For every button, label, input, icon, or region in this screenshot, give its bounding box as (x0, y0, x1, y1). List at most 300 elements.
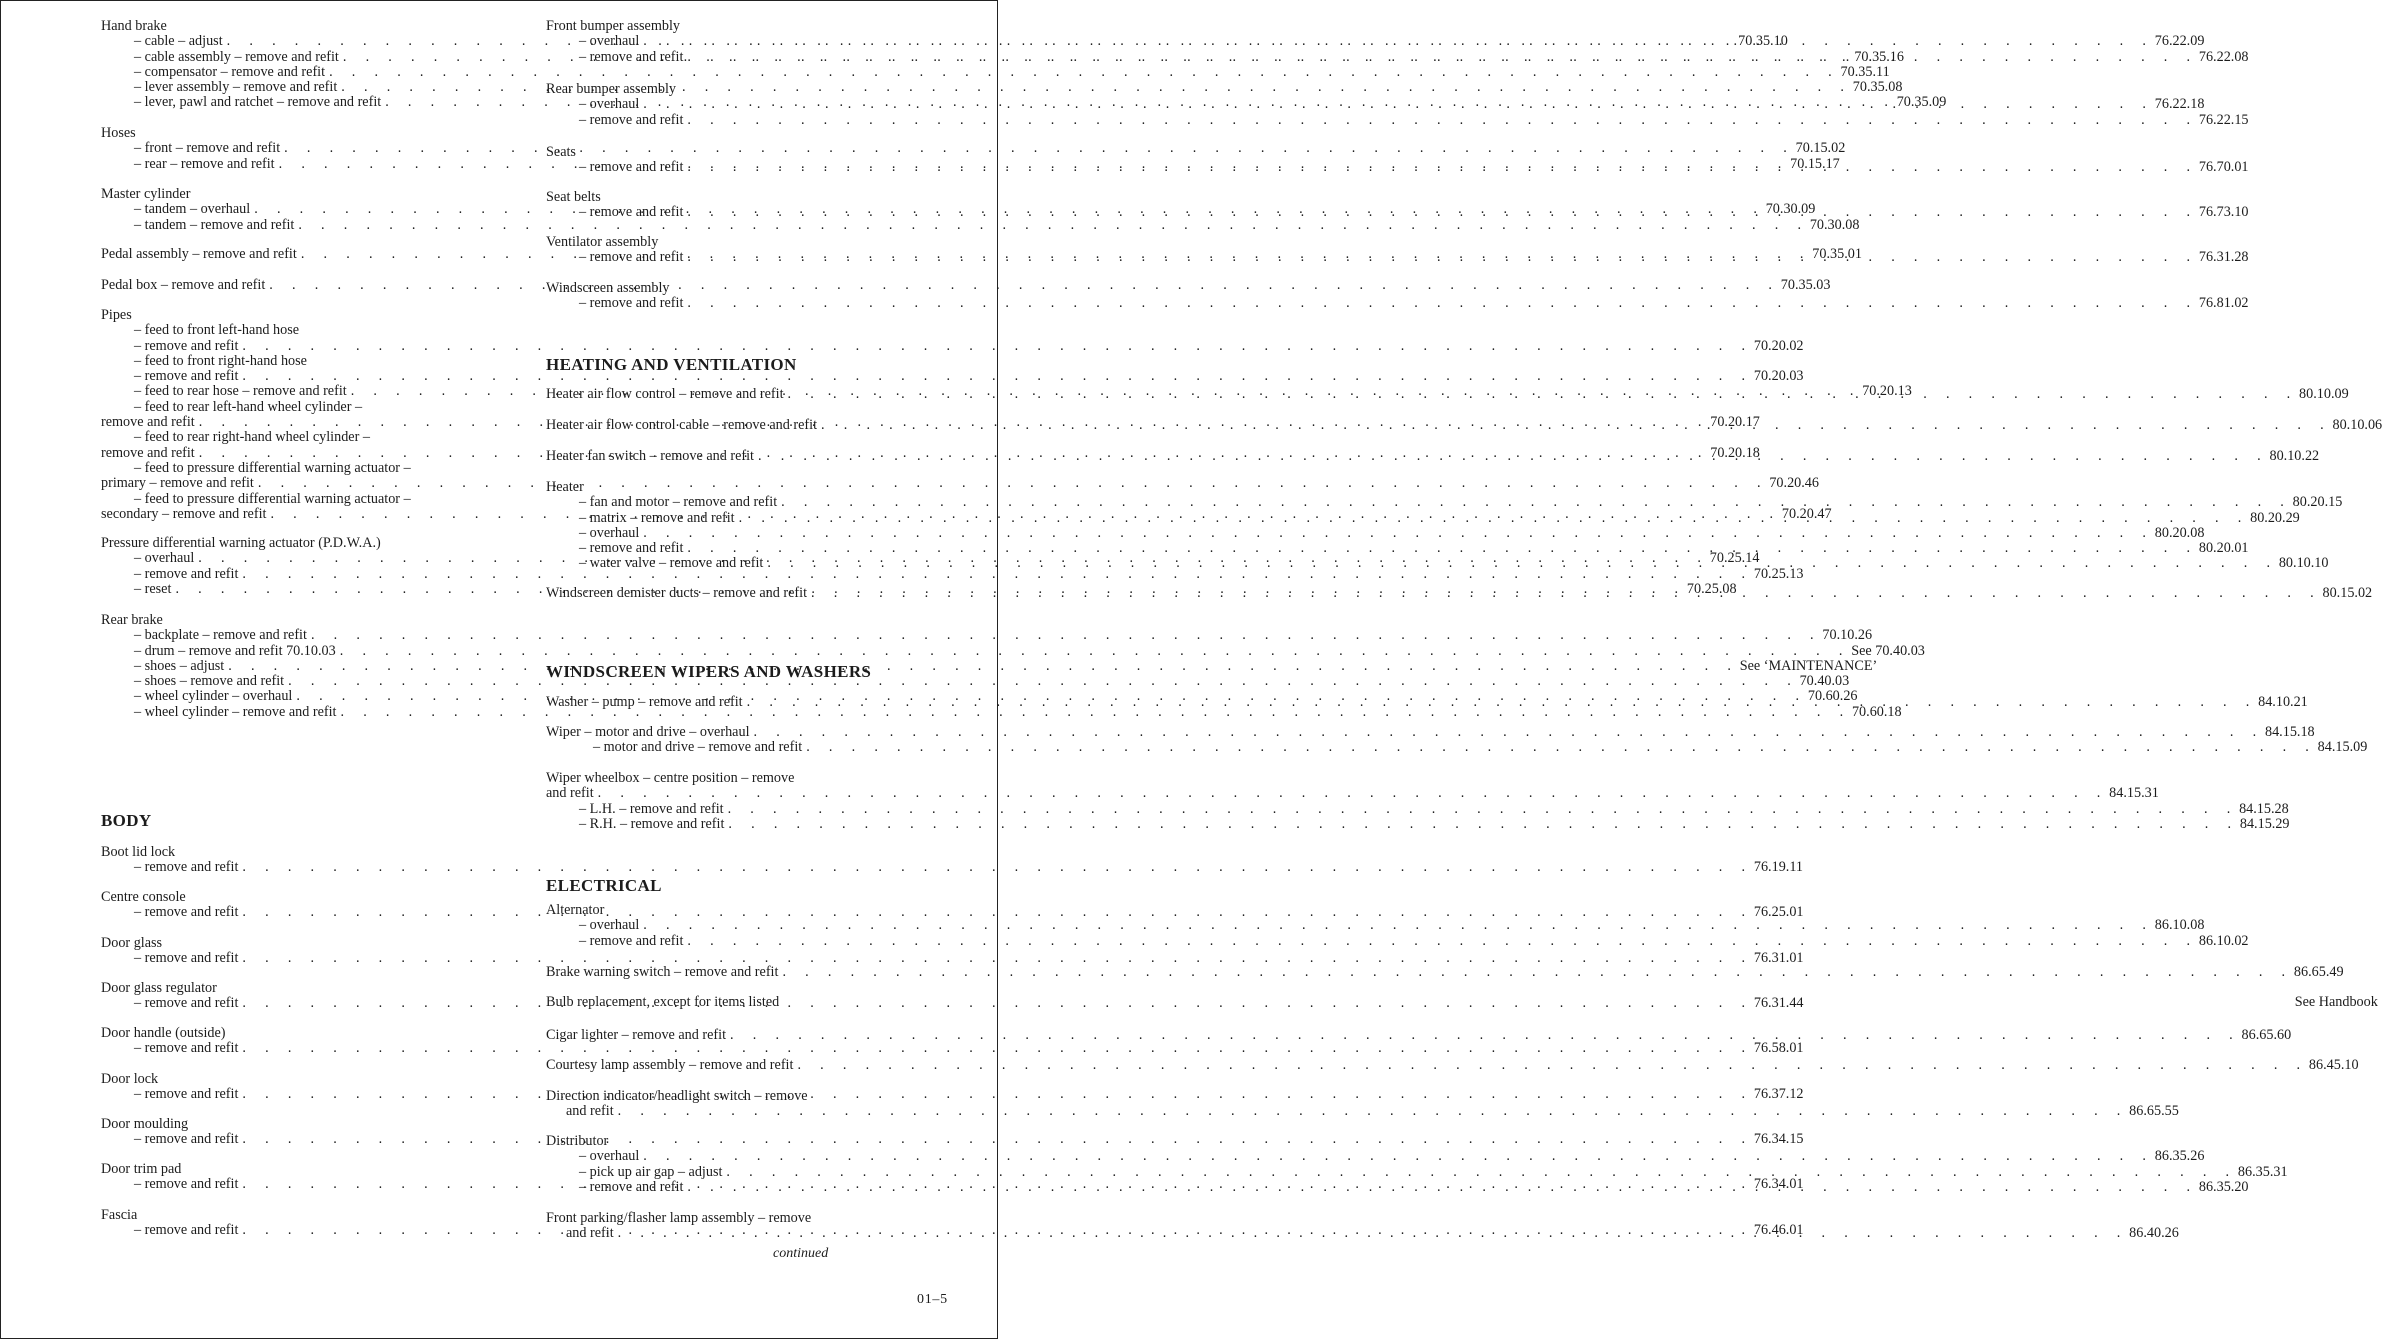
group-title: Brake warning switch – remove and refit (546, 964, 779, 980)
group-title: Door lock (101, 1071, 159, 1087)
index-entry-line (101, 187, 509, 202)
index-entry-line (101, 703, 1902, 720)
entry-text: – overhaul (579, 96, 640, 113)
dot-leader (802, 740, 2316, 755)
index-group (546, 1057, 2359, 1073)
group-title: Bulb replacement, except for items listed (546, 994, 780, 1010)
operation-code: 70.25.08 (1686, 580, 1737, 597)
dot-leader (722, 1165, 2236, 1180)
index-entry-line (546, 1163, 2288, 1180)
dot-leader (307, 628, 1821, 643)
index-group (101, 935, 1804, 967)
operation-code: 70.35.09 (1896, 94, 1947, 111)
entry-text: – remove and refit (579, 932, 684, 949)
operation-code: 70.35.08 (1852, 79, 1903, 96)
index-group (546, 724, 2368, 756)
operation-code: 76.73.10 (2198, 204, 2249, 221)
dot-leader (724, 802, 2238, 817)
entry-text: – cable assembly – remove and refit (134, 48, 339, 65)
entry-text: – wheel cylinder – overhaul (134, 688, 293, 705)
operation-code: 70.25.13 (1753, 565, 1804, 582)
operation-code: 70.20.03 (1753, 368, 1804, 385)
dot-leader (683, 113, 2197, 128)
index-entry-line (546, 111, 2249, 128)
operation-code: 70.35.10 (1738, 33, 1788, 50)
operation-code: See ‘MAINTENANCE’ (1739, 657, 1878, 674)
index-group (546, 964, 2344, 980)
entry-text: – remove and refit (134, 1131, 239, 1148)
entry-text: – feed to rear hose – remove and refit (134, 383, 347, 400)
operation-code: 70.25.14 (1709, 550, 1760, 567)
index-entry-line (101, 1072, 509, 1087)
index-entry-line (546, 917, 2205, 934)
group-title: Rear brake (101, 612, 163, 628)
operation-code: 80.15.02 (2322, 585, 2373, 601)
dot-leader (724, 817, 2238, 832)
index-entry-line (546, 785, 2159, 802)
entry-text: – shoes – remove and refit (134, 673, 285, 690)
index-entry-line (101, 246, 1862, 262)
index-entry-line (546, 724, 2315, 740)
index-entry-line (101, 492, 509, 507)
index-entry-line (101, 63, 1890, 80)
entry-text: – remove and refit (579, 204, 684, 221)
index-group (101, 246, 1862, 262)
operation-code: 86.35.31 (2237, 1163, 2288, 1180)
dot-leader (735, 511, 2249, 526)
operation-code: 76.70.01 (2198, 159, 2249, 176)
entry-text: – remove and refit (134, 859, 239, 876)
group-title: Door moulding (101, 1116, 189, 1132)
group-title: Hand brake (101, 18, 167, 34)
index-entry-line (101, 1026, 509, 1041)
entry-text: – remove and refit (134, 1086, 239, 1103)
entry-text: – remove and refit (579, 48, 684, 65)
operation-code: 76.58.01 (1753, 1040, 1804, 1057)
entry-text: – overhaul (579, 33, 640, 50)
index-entry-line (546, 771, 952, 786)
dot-leader (683, 541, 2197, 556)
dot-leader (817, 418, 2331, 433)
index-entry-line (546, 964, 2344, 980)
index-entry-line (101, 19, 509, 34)
index-entry-line (101, 216, 1860, 233)
index-entry-line (101, 48, 1904, 65)
group-title: Door handle (outside) (101, 1025, 226, 1041)
index-entry-line (546, 540, 2249, 557)
index-entry-line (101, 1117, 509, 1132)
group-title: Seats (546, 144, 576, 160)
entry-text: – pick up air gap – adjust (579, 1163, 723, 1180)
group-title: Pressure differential warning actuator (P.D.W.A.) (101, 535, 381, 551)
group-title: Ventilator assembly (546, 234, 659, 250)
entry-text: – feed to front right-hand hose (134, 352, 307, 369)
entry-text: – remove and refit (579, 111, 684, 128)
operation-code: 70.20.02 (1753, 337, 1804, 354)
entry-text: – remove and refit (134, 950, 239, 967)
entry-text: – matrix – remove and refit (579, 509, 735, 526)
entry-text: and refit (566, 1103, 614, 1120)
group-title: Rear bumper assembly (546, 81, 677, 97)
operation-code: 86.40.26 (2129, 1225, 2179, 1242)
entry-text: – compensator – remove and refit (134, 63, 326, 80)
index-entry-line (101, 1208, 509, 1223)
entry-text: – tandem – remove and refit (134, 216, 295, 233)
index-entry-line (101, 1040, 1804, 1057)
index-entry-line (101, 354, 509, 369)
operation-code: 70.20.13 (1862, 383, 1912, 400)
entry-text: – drum – remove and refit 70.10.03 (134, 642, 336, 659)
group-title: Front parking/flasher lamp assembly – remove (546, 1210, 812, 1226)
operation-code: 76.31.28 (2198, 249, 2249, 266)
operation-code: 80.10.10 (2278, 555, 2329, 572)
operation-code: 76.19.11 (1753, 859, 1803, 876)
entry-text: – L.H. – remove and refit (579, 800, 724, 817)
group-title: Washer – pump – remove and refit (546, 694, 743, 710)
group-title: Courtesy lamp assembly – remove and refit (546, 1057, 794, 1073)
operation-code: 76.22.09 (2154, 33, 2205, 50)
index-entry-line (101, 536, 509, 551)
entry-text: primary – remove and refit (101, 475, 254, 492)
dot-leader (750, 725, 2264, 740)
index-entry-line (546, 739, 2368, 756)
index-entry-line (546, 235, 952, 250)
index-entry-line (546, 19, 952, 34)
index-entry-line (101, 845, 509, 860)
dot-leader (336, 644, 1850, 659)
operation-code: 76.31.44 (1753, 995, 1804, 1012)
operation-code: 84.10.21 (2258, 694, 2308, 710)
dot-leader (238, 1132, 1752, 1147)
operation-code: 86.10.08 (2154, 917, 2205, 934)
index-entry-line (546, 190, 952, 205)
index-entry-line (546, 1027, 2292, 1043)
entry-text: – remove and refit (579, 1178, 684, 1195)
dot-leader (807, 586, 2321, 601)
operation-code: 84.15.29 (2239, 815, 2290, 832)
index-entry-line (546, 1148, 2205, 1165)
operation-code: 70.15.02 (1795, 140, 1846, 157)
entry-text: – remove and refit (134, 565, 239, 582)
operation-code: 70.10.26 (1822, 627, 1873, 644)
dot-leader (726, 1028, 2240, 1043)
dot-leader (683, 934, 2197, 949)
dot-leader (614, 1226, 2128, 1241)
index-entry-line (101, 613, 509, 628)
operation-code: 70.40.03 (1799, 673, 1850, 690)
index-entry-line (546, 1089, 952, 1104)
entry-text: – remove and refit (579, 159, 684, 176)
dot-leader (683, 1180, 2197, 1195)
operation-code: 86.35.20 (2198, 1178, 2249, 1195)
dot-leader (594, 786, 2108, 801)
dot-leader (639, 94, 2153, 112)
operation-code: 70.60.26 (1807, 688, 1858, 705)
dot-leader (639, 1149, 2153, 1164)
index-entry-line (546, 480, 952, 495)
operation-code: 70.15.17 (1790, 155, 1840, 172)
entry-text: – overhaul (579, 917, 640, 934)
operation-code: 84.15.09 (2317, 739, 2368, 756)
index-entry-line (546, 1134, 952, 1149)
index-entry-line (101, 859, 1803, 876)
operation-code: 80.20.01 (2198, 540, 2249, 557)
operation-code: 76.25.01 (1753, 904, 1804, 921)
group-title: Alternator (546, 902, 605, 918)
group-title: Door glass regulator (101, 980, 217, 996)
dot-leader (683, 160, 2197, 175)
index-entry-line (546, 524, 2205, 541)
index-group (101, 844, 1803, 876)
operation-code: 84.15.28 (2239, 800, 2289, 817)
dot-leader (614, 1104, 2128, 1119)
group-title: Heater air flow control – remove and refit (546, 386, 784, 402)
index-group (546, 1027, 2292, 1043)
operation-code: 84.15.18 (2264, 724, 2315, 740)
entry-text: – shoes – adjust (134, 657, 225, 674)
group-title: Pedal box – remove and refit (101, 277, 266, 293)
index-entry-line (101, 400, 509, 415)
index-entry-line (101, 890, 509, 905)
operation-code: 80.20.15 (2292, 494, 2343, 511)
group-title: Cigar lighter – remove and refit (546, 1027, 727, 1043)
index-entry-line (101, 981, 509, 996)
group-title: Heater fan switch – remove and refit (546, 448, 754, 464)
group-title: Heater (546, 479, 584, 495)
operation-code: 76.22.18 (2154, 96, 2205, 113)
entry-text: – lever, pawl and ratchet – remove and refit (134, 94, 382, 111)
index-entry-line (101, 950, 1804, 967)
operation-code: 86.35.26 (2154, 1148, 2205, 1165)
index-entry-line (101, 642, 1925, 659)
operation-code: 86.45.10 (2308, 1057, 2359, 1073)
entry-text: – feed to rear left-hand wheel cylinder – (134, 398, 363, 415)
dot-leader (778, 965, 2292, 980)
index-group (546, 770, 2290, 832)
group-title: Front bumper assembly (546, 18, 680, 34)
operation-code: 70.35.16 (1854, 48, 1904, 65)
index-entry-line (101, 430, 509, 445)
entry-text: – remove and refit (579, 295, 684, 312)
operation-code: 76.22.08 (2198, 48, 2249, 65)
dot-leader (639, 526, 2153, 541)
entry-text: – tandem – overhaul (134, 201, 251, 218)
index-entry-line (546, 295, 2249, 312)
operation-code: See Handbook (2294, 994, 2378, 1010)
group-title: Door trim pad (101, 1161, 182, 1177)
operation-code: 70.35.11 (1840, 63, 1890, 80)
dot-leader (224, 659, 1738, 674)
entry-text: and refit (566, 1225, 614, 1242)
group-title: Distributor (546, 1133, 609, 1149)
entry-text: – water valve – remove and refit (579, 555, 764, 572)
dot-leader (683, 50, 2197, 65)
group-title: Wiper – motor and drive – overhaul (546, 724, 750, 740)
operation-code: 80.10.09 (2299, 386, 2349, 402)
entry-text: remove and refit (101, 444, 195, 461)
operation-code: 80.20.29 (2250, 509, 2300, 526)
dot-leader (238, 339, 1752, 354)
continued-note: continued (773, 1246, 829, 1261)
dot-leader (238, 996, 1752, 1011)
dot-leader (777, 495, 2291, 510)
page-number: 01–5 (917, 1292, 948, 1307)
index-entry-line (546, 494, 2343, 511)
entry-text: – remove and refit (134, 995, 239, 1012)
entry-text: – remove and refit (579, 540, 684, 557)
group-title: Hoses (101, 125, 136, 141)
dot-leader (683, 296, 2197, 311)
index-entry-line (101, 126, 509, 141)
operation-code: 86.10.02 (2198, 932, 2249, 949)
entry-text: – remove and refit (134, 904, 239, 921)
index-entry-line (546, 800, 2289, 817)
operation-code: 70.35.01 (1812, 246, 1862, 262)
entry-text: remove and refit (101, 414, 195, 431)
operation-code: 70.30.09 (1765, 201, 1816, 218)
entry-text: – feed to pressure differential warning actuator – (134, 490, 411, 507)
index-entry-line (101, 936, 509, 951)
operation-code: 70.20.17 (1710, 414, 1760, 431)
entry-text: – front – remove and refit (134, 140, 281, 157)
dot-leader (254, 476, 1768, 491)
dot-leader (238, 1087, 1752, 1102)
index-entry-line (101, 627, 1873, 644)
index-entry-line (546, 815, 2290, 832)
index-entry-line (101, 368, 1804, 385)
dot-leader (325, 65, 1839, 80)
dot-leader (238, 860, 1752, 875)
index-entry-line (101, 673, 1850, 690)
operation-code: 76.34.15 (1753, 1131, 1804, 1148)
group-title: Heater air flow control cable – remove and refit (546, 417, 818, 433)
operation-code: 70.60.18 (1851, 703, 1902, 720)
operation-code: 76.22.15 (2198, 111, 2249, 128)
entry-text: – remove and refit (579, 249, 684, 266)
index-entry-line (546, 903, 952, 918)
operation-code: 76.81.02 (2198, 295, 2249, 312)
entry-text: secondary – remove and refit (101, 505, 267, 522)
index-entry-line (101, 1162, 509, 1177)
index-entry-line (546, 932, 2249, 949)
entry-text: – remove and refit (134, 368, 239, 385)
entry-text: – remove and refit (134, 1040, 239, 1057)
operation-code: 76.37.12 (1753, 1086, 1804, 1103)
index-entry-line (101, 308, 509, 323)
index-entry-line (101, 565, 1804, 582)
operation-code: 84.15.31 (2109, 785, 2159, 802)
entry-text: – rear – remove and refit (134, 155, 275, 172)
group-title: Master cylinder (101, 186, 191, 202)
entry-text: and refit (546, 785, 594, 802)
index-entry-line (101, 461, 509, 476)
group-title: Pedal assembly – remove and refit (101, 246, 297, 262)
operation-code: 70.20.46 (1769, 475, 1819, 492)
dot-leader (763, 556, 2277, 571)
dot-leader (784, 387, 2298, 402)
dot-leader (754, 449, 2268, 464)
section-heading-heating: HEATING AND VENTILATION (546, 355, 797, 374)
dot-leader (639, 918, 2153, 933)
operation-code: 86.65.49 (2293, 964, 2344, 980)
index-entry-line (101, 323, 509, 338)
index-entry-line (101, 1176, 1804, 1193)
index-entry-line (546, 1103, 2179, 1120)
operation-code: 86.65.55 (2129, 1103, 2179, 1120)
group-title: Pipes (101, 307, 132, 323)
group-title: Direction indicator/headlight switch – remove (546, 1088, 808, 1104)
entry-text: – overhaul (579, 1148, 640, 1165)
group-title: Windscreen assembly (546, 280, 670, 296)
dot-leader (683, 250, 2197, 265)
section-heading-electrical: ELECTRICAL (546, 876, 662, 895)
entry-text: – R.H. – remove and refit (579, 815, 725, 832)
entry-text: – cable – adjust (134, 33, 223, 50)
entry-text: – overhaul (579, 524, 640, 541)
entry-text: – motor and drive – remove and refit (593, 739, 803, 756)
entry-text: – wheel cylinder – remove and refit (134, 703, 337, 720)
group-title: Centre console (101, 889, 186, 905)
entry-text: – overhaul (134, 550, 195, 567)
group-title: Windscreen demister ducts – remove and refit (546, 585, 808, 601)
operation-code: 76.31.01 (1753, 950, 1804, 967)
entry-text: – fan and motor – remove and refit (579, 494, 778, 511)
index-entry-line (546, 145, 952, 160)
entry-text: – backplate – remove and refit (134, 627, 307, 644)
entry-text: – remove and refit (134, 1176, 239, 1193)
group-title: Seat belts (546, 189, 601, 205)
entry-text: – feed to pressure differential warning actuator – (134, 459, 411, 476)
dot-leader (743, 695, 2257, 710)
operation-code: 80.10.22 (2269, 448, 2320, 464)
operation-code: 80.20.08 (2154, 524, 2205, 541)
dot-leader (284, 674, 1798, 689)
operation-code: 70.20.18 (1710, 444, 1760, 461)
entry-text: – reset (134, 580, 172, 597)
group-title: Boot lid lock (101, 844, 176, 860)
entry-text: – remove and refit (134, 337, 239, 354)
operation-code: 80.10.06 (2332, 417, 2382, 433)
operation-code: 86.65.60 (2241, 1027, 2292, 1043)
entry-text: – remove and refit (134, 1222, 239, 1239)
operation-code: 70.20.47 (1781, 505, 1832, 522)
entry-text: – lever assembly – remove and refit (134, 79, 338, 96)
operation-code: 70.35.03 (1780, 277, 1831, 293)
operation-code: 70.30.08 (1809, 216, 1860, 233)
section-heading-wipers: WINDSCREEN WIPERS AND WASHERS (546, 662, 872, 681)
index-entry-line (101, 155, 1840, 172)
dot-leader (639, 34, 2153, 49)
index-entry-line (101, 337, 1804, 354)
group-title: Door glass (101, 935, 163, 951)
dot-leader (793, 1058, 2307, 1073)
operation-code: See 70.40.03 (1851, 642, 1925, 659)
group-title: Fascia (101, 1207, 138, 1223)
entry-text: – feed to front left-hand hose (134, 322, 300, 339)
entry-text: – feed to rear right-hand wheel cylinder – (134, 429, 370, 446)
dot-leader (238, 369, 1752, 384)
section-heading-body: BODY (101, 811, 152, 830)
dot-leader (265, 278, 1779, 293)
index-entry-line (546, 1211, 952, 1226)
dot-leader (280, 141, 1794, 156)
dot-leader (238, 1041, 1752, 1056)
group-title: Wiper wheelbox – centre position – remove (546, 770, 795, 786)
index-entry-line (101, 1222, 1804, 1239)
index-entry-line (546, 82, 952, 97)
operation-code: 76.46.01 (1753, 1222, 1804, 1239)
index-entry-line (546, 1057, 2359, 1073)
